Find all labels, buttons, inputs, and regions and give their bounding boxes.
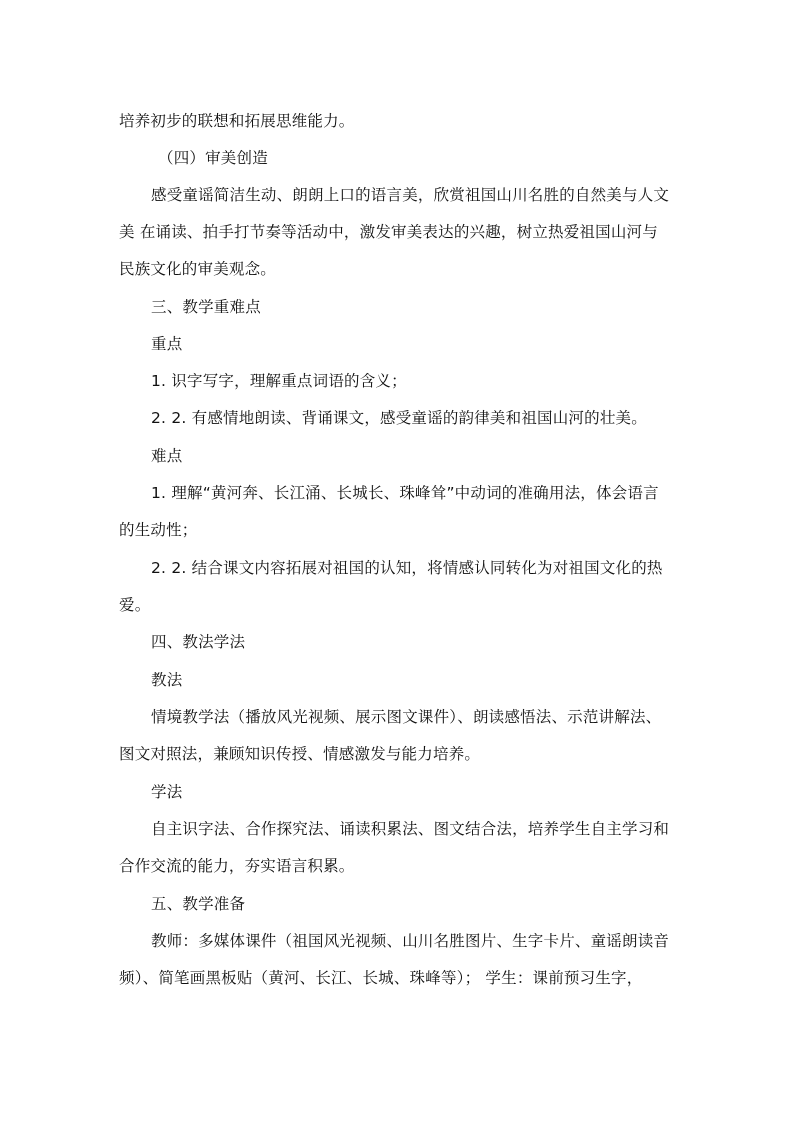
list-item: 1. 识字写字，理解重点词语的含义；: [151, 372, 407, 390]
paragraph-line: 图文对照法，兼顾知识传授、情感激发与能力培养。: [119, 745, 481, 763]
subheading-teaching-method: 教法: [151, 671, 183, 689]
list-item: 2. 2. 结合课文内容拓展对祖国的认知，将情感认同转化为对祖国文化的热: [151, 559, 663, 577]
paragraph-line: 合作交流的能力，夯实语言积累。: [119, 857, 355, 875]
paragraph-line: 情境教学法（播放风光视频、展示图文课件）、朗读感悟法、示范讲解法、: [151, 708, 662, 726]
section-heading-aesthetic-creation: （四）审美创造: [158, 149, 268, 167]
subheading-learning-method: 学法: [151, 783, 183, 801]
paragraph-line: 频）、简笔画黑板贴（黄河、长江、长城、珠峰等）； 学生：课前预习生字，: [119, 969, 643, 987]
paragraph-line: 教师：多媒体课件（祖国风光视频、山川名胜图片、生字卡片、童谣朗读音: [151, 932, 670, 950]
subheading-key-points: 重点: [151, 335, 183, 353]
paragraph-line: 自主识字法、合作探究法、诵读积累法、图文结合法，培养学生自主学习和: [151, 820, 670, 838]
subheading-difficult-points: 难点: [151, 447, 183, 465]
paragraph-line: 培养初步的联想和拓展思维能力。: [119, 112, 355, 130]
paragraph-line: 美 在诵读、拍手打节奏等活动中，激发审美表达的兴趣，树立热爱祖国山河与: [119, 223, 658, 241]
paragraph-line: 感受童谣简洁生动、朗朗上口的语言美，欣赏祖国山川名胜的自然美与人文: [151, 186, 670, 204]
list-item-continuation: 爱。: [119, 596, 151, 614]
list-item: 1. 理解“黄河奔、长江涌、长城长、珠峰耸”中动词的准确用法，体会语言: [151, 484, 659, 502]
paragraph-line: 民族文化的审美观念。: [119, 260, 277, 278]
list-item-continuation: 的生动性；: [119, 521, 198, 539]
section-heading-key-difficult-points: 三、教学重难点: [151, 298, 261, 316]
list-item: 2. 2. 有感情地朗读、背诵课文，感受童谣的韵律美和祖国山河的壮美。: [151, 409, 647, 427]
section-heading-teaching-methods: 四、教法学法: [151, 633, 246, 651]
section-heading-teaching-preparation: 五、教学准备: [151, 895, 246, 913]
